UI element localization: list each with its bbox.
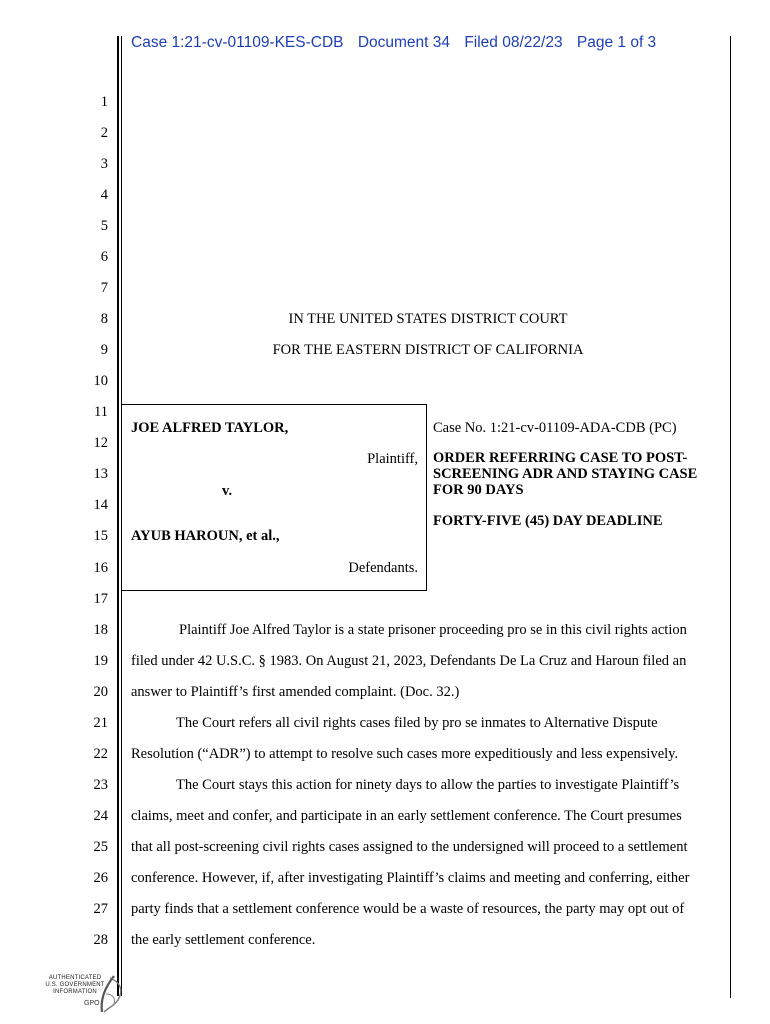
body-text-line: The Court refers all civil rights cases filed by pro se inmates to Alternative Dispute [176, 715, 658, 731]
gpo-line2: U.S. GOVERNMENT [45, 982, 105, 988]
line-number: 17 [93, 591, 108, 607]
line-number: 3 [100, 156, 108, 172]
line-number: 26 [93, 870, 108, 886]
header-filed-date: Filed 08/22/23 [464, 34, 563, 51]
line-number: 1 [100, 94, 108, 110]
body-text-line: that all post-screening civil rights cases assigned to the undersigned will proceed to a settlement [131, 839, 688, 855]
plaintiff-role: Plaintiff, [367, 451, 418, 467]
line-number: 22 [93, 746, 108, 762]
versus: v. [222, 483, 233, 499]
body-text-line: claims, meet and confer, and participate in an early settlement conference. The Court presumes [131, 808, 682, 824]
line-number: 10 [93, 373, 108, 389]
line-number: 12 [93, 435, 108, 451]
body-text-line: conference. However, if, after investigating Plaintiff’s claims and meeting and conferring, either [131, 870, 690, 886]
right-margin-rule [730, 36, 731, 998]
line-number: 25 [93, 839, 108, 855]
body-text-line: Resolution (“ADR”) to attempt to resolve such cases more expeditiously and less expensively. [131, 746, 679, 762]
defendant-name: AYUB HAROUN, et al., [131, 528, 280, 544]
line-number: 13 [93, 466, 108, 482]
line-number: 16 [93, 560, 108, 576]
defendant-role: Defendants. [348, 560, 418, 576]
line-number: 14 [93, 497, 108, 513]
ecf-header [131, 34, 666, 52]
body-text-line: the early settlement conference. [131, 932, 316, 948]
line-number: 15 [93, 528, 108, 544]
left-margin-rule [117, 36, 119, 996]
gpo-line1: AUTHENTICATED [48, 975, 102, 981]
order-title [433, 450, 725, 498]
line-number: 2 [100, 125, 108, 141]
line-number: 27 [93, 901, 108, 917]
case-number: Case No. 1:21-cv-01109-ADA-CDB (PC) [433, 420, 677, 436]
body-text-line: filed under 42 U.S.C. § 1983. On August 21, 2023, Defendants De La Cruz and Haroun filed an [131, 653, 687, 669]
line-number: 11 [94, 404, 108, 420]
line-number: 20 [93, 684, 108, 700]
line-number: 6 [100, 249, 108, 265]
line-number: 23 [93, 777, 108, 793]
body-text-line: party finds that a settlement conference would be a waste of resources, the party may opt out of [131, 901, 685, 917]
gpo-label: GPO [84, 1000, 100, 1007]
header-document-number: Document 34 [357, 34, 451, 51]
body-text-line: Plaintiff Joe Alfred Taylor is a state prisoner proceeding pro se in this civil rights action [179, 622, 687, 638]
line-number: 7 [100, 280, 108, 296]
line-number: 5 [100, 218, 108, 234]
deadline-heading: FORTY-FIVE (45) DAY DEADLINE [433, 513, 663, 529]
line-number: 21 [93, 715, 108, 731]
body-text-line: answer to Plaintiff’s first amended complaint. (Doc. 32.) [131, 684, 460, 700]
order-title-line3: FOR 90 DAYS [433, 482, 524, 498]
order-title-line2: SCREENING ADR AND STAYING CASE [433, 466, 698, 482]
line-number: 28 [93, 932, 108, 948]
body-text-line: The Court stays this action for ninety days to allow the parties to investigate Plaintiff’s [176, 777, 680, 793]
gpo-line3: INFORMATION [53, 989, 97, 995]
line-number: 24 [93, 808, 108, 824]
line-number: 8 [100, 311, 108, 327]
order-title-line1: ORDER REFERRING CASE TO POST- [433, 450, 688, 466]
plaintiff-name: JOE ALFRED TAYLOR, [131, 420, 289, 436]
court-name-line2: FOR THE EASTERN DISTRICT OF CALIFORNIA [272, 342, 584, 358]
line-number: 9 [100, 342, 108, 358]
line-number: 19 [93, 653, 108, 669]
line-number: 18 [93, 622, 108, 638]
line-number: 4 [100, 187, 108, 203]
court-name-line1: IN THE UNITED STATES DISTRICT COURT [288, 311, 568, 327]
header-page-count: Page 1 of 3 [576, 34, 657, 51]
header-case-number: Case 1:21-cv-01109-KES-CDB [131, 34, 344, 51]
